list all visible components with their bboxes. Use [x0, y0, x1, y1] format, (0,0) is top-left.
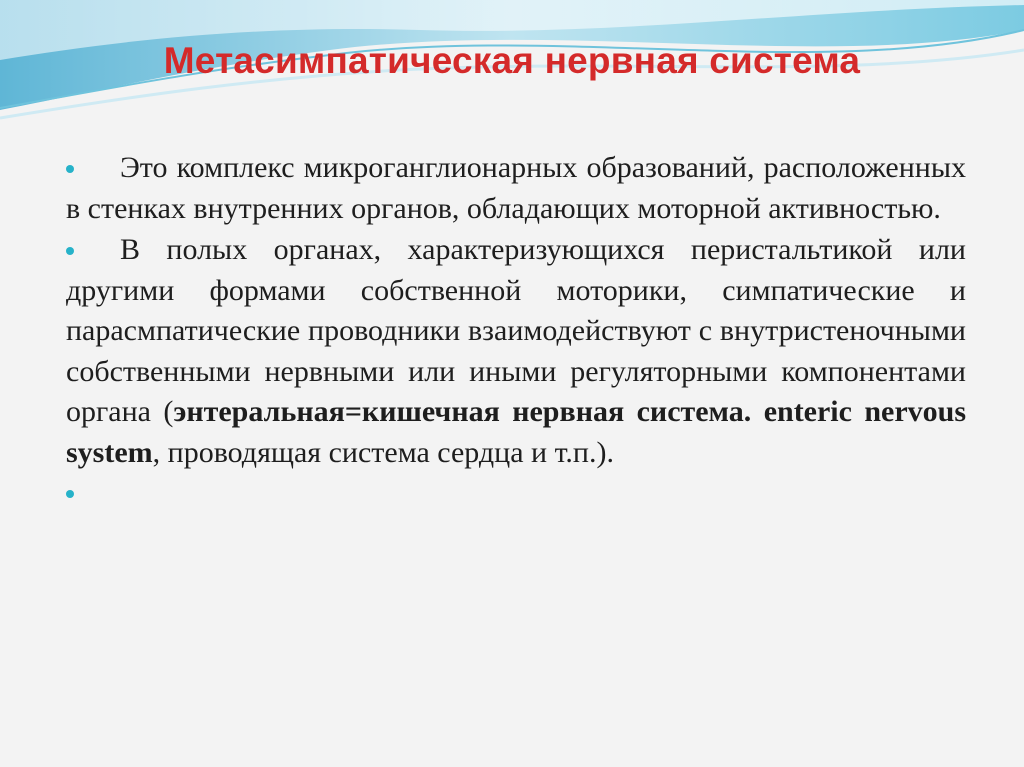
- bullet-text-2-end: , проводящая система сердца и т.п.).: [152, 435, 614, 469]
- bullet-dot-icon: [66, 247, 74, 255]
- slide-title: Метасимпатическая нервная система: [163, 40, 861, 81]
- bullet-text-2-space: [751, 395, 763, 428]
- bullet-item-1: [66, 148, 966, 229]
- bullet-item-3: [66, 473, 966, 513]
- bullet-text-2-start: В полых органах, характеризующихся перистальтикой или другими формами собственной моторики, симпатические и парасмпатические проводники взаимодействуют с внутристеночными собственными нервными или иными регуляторными компонентами органа (: [66, 233, 966, 428]
- bullet-text-2-bold-1: энтеральная=кишечная нервная система.: [173, 395, 752, 428]
- bullet-dot-icon: [66, 165, 74, 173]
- bullet-text-2-bold-2: enteric nervous system: [66, 395, 967, 469]
- slide-content: [66, 148, 966, 513]
- bullet-text-1: Это комплекс микроганглионарных образований, расположенных в стенках внутренних органов, обладающих моторной активностью.: [66, 151, 966, 225]
- bullet-dot-icon: [66, 490, 74, 498]
- bullet-item-2: [66, 230, 966, 473]
